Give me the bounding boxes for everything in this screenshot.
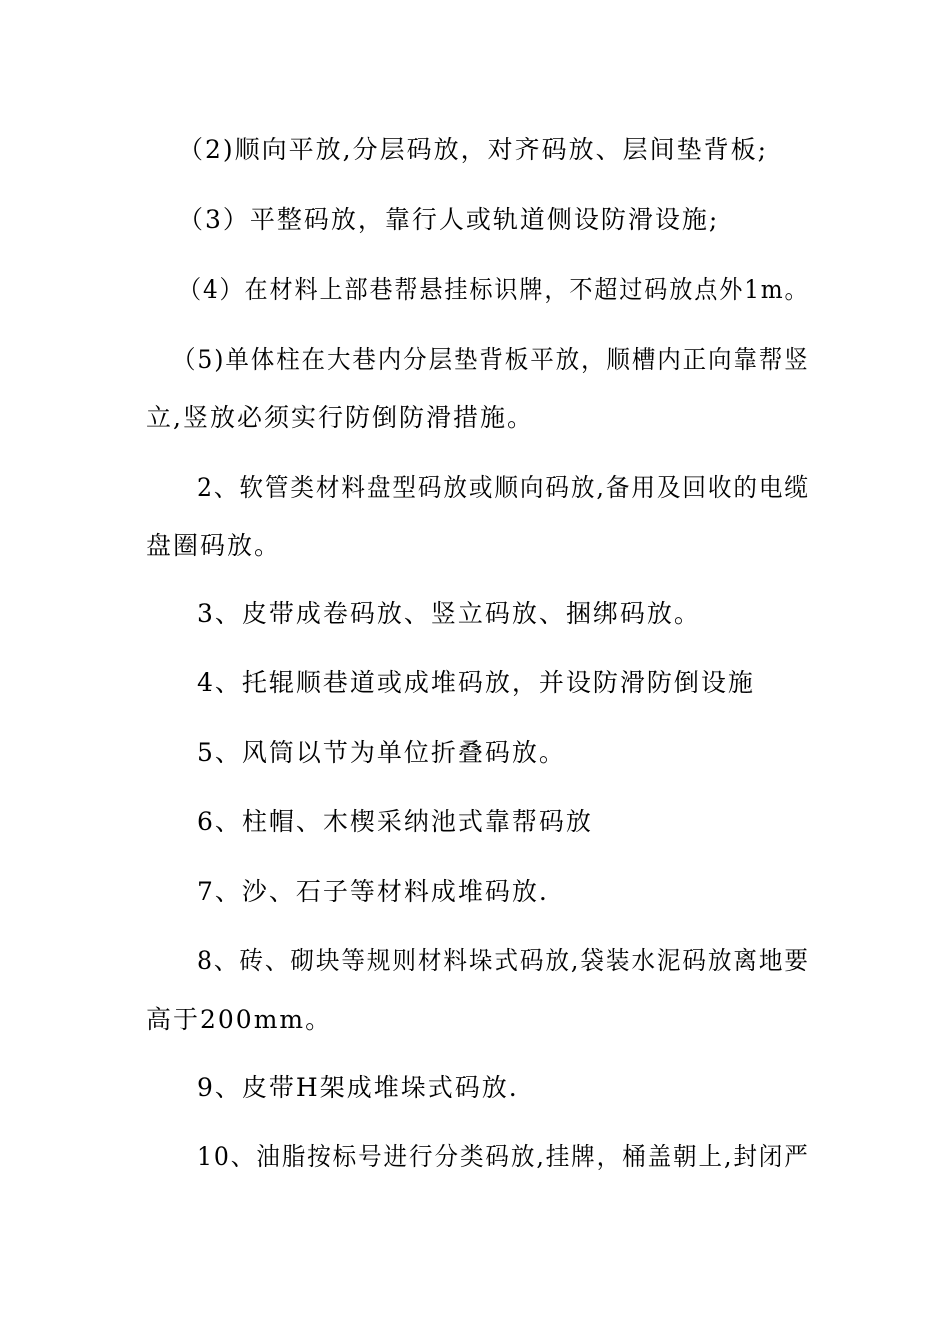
text-line-item-3: （3）平整码放，靠行人或轨道侧设防滑设施; — [178, 205, 720, 234]
text-line-para-2-cont: 盘圈码放。 — [146, 531, 282, 560]
text-line-para-2: 2、软管类材料盘型码放或顺向码放,备用及回收的电缆 — [197, 473, 810, 502]
text-line-item-5-cont: 立,竖放必须实行防倒防滑措施。 — [146, 403, 534, 432]
text-line-para-8-cont: 高于200mm。 — [146, 1005, 333, 1034]
text-line-para-10: 10、油脂按标号进行分类码放,挂牌，桶盖朝上,封闭严 — [197, 1142, 810, 1171]
text-line-item-4: （4）在材料上部巷帮悬挂标识牌，不超过码放点外1m。 — [178, 275, 810, 304]
text-line-item-5: （5)单体柱在大巷内分层垫背板平放，顺槽内正向靠帮竖 — [172, 345, 810, 374]
text-line-para-6: 6、柱帽、木楔采纳池式靠帮码放 — [197, 807, 593, 836]
text-line-para-5: 5、风筒以节为单位折叠码放。 — [197, 738, 566, 767]
text-line-item-2: （2)顺向平放,分层码放，对齐码放、层间垫背板; — [178, 135, 769, 164]
text-line-para-4: 4、托辊顺巷道或成堆码放，并设防滑防倒设施 — [197, 668, 755, 697]
text-line-para-9: 9、皮带H架成堆垛式码放. — [197, 1073, 519, 1102]
text-line-para-3: 3、皮带成卷码放、竖立码放、捆绑码放。 — [197, 599, 701, 628]
text-line-para-8: 8、砖、砌块等规则材料垛式码放,袋装水泥码放离地要 — [197, 946, 810, 975]
text-line-para-7: 7、沙、石子等材料成堆码放. — [197, 877, 549, 906]
